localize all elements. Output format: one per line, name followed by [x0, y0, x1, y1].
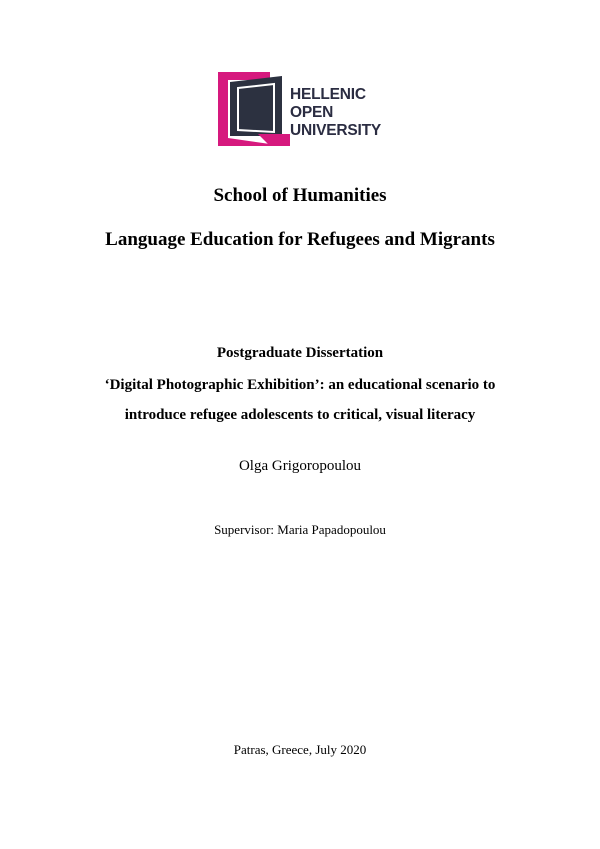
school-name: School of Humanities: [213, 185, 387, 206]
program-name: Language Education for Refugees and Migrants: [105, 229, 495, 250]
dissertation-title-line-2: introduce refugee adolescents to critical, visual literacy: [124, 407, 476, 423]
logo-line-1: HELLENIC: [290, 86, 366, 103]
dissertation-title-line-1: ‘Digital Photographic Exhibition’: an educational scenario to: [104, 377, 496, 393]
document-type: Postgraduate Dissertation: [216, 345, 384, 361]
logo-line-2: OPEN: [290, 104, 334, 121]
author-name: Olga Grigoropoulou: [238, 458, 362, 474]
supervisor: Supervisor: Maria Papadopoulou: [214, 522, 386, 537]
logo-wordmark: [290, 86, 381, 140]
place-and-date: Patras, Greece, July 2020: [233, 742, 367, 757]
logo-line-3: UNIVERSITY: [290, 122, 382, 139]
